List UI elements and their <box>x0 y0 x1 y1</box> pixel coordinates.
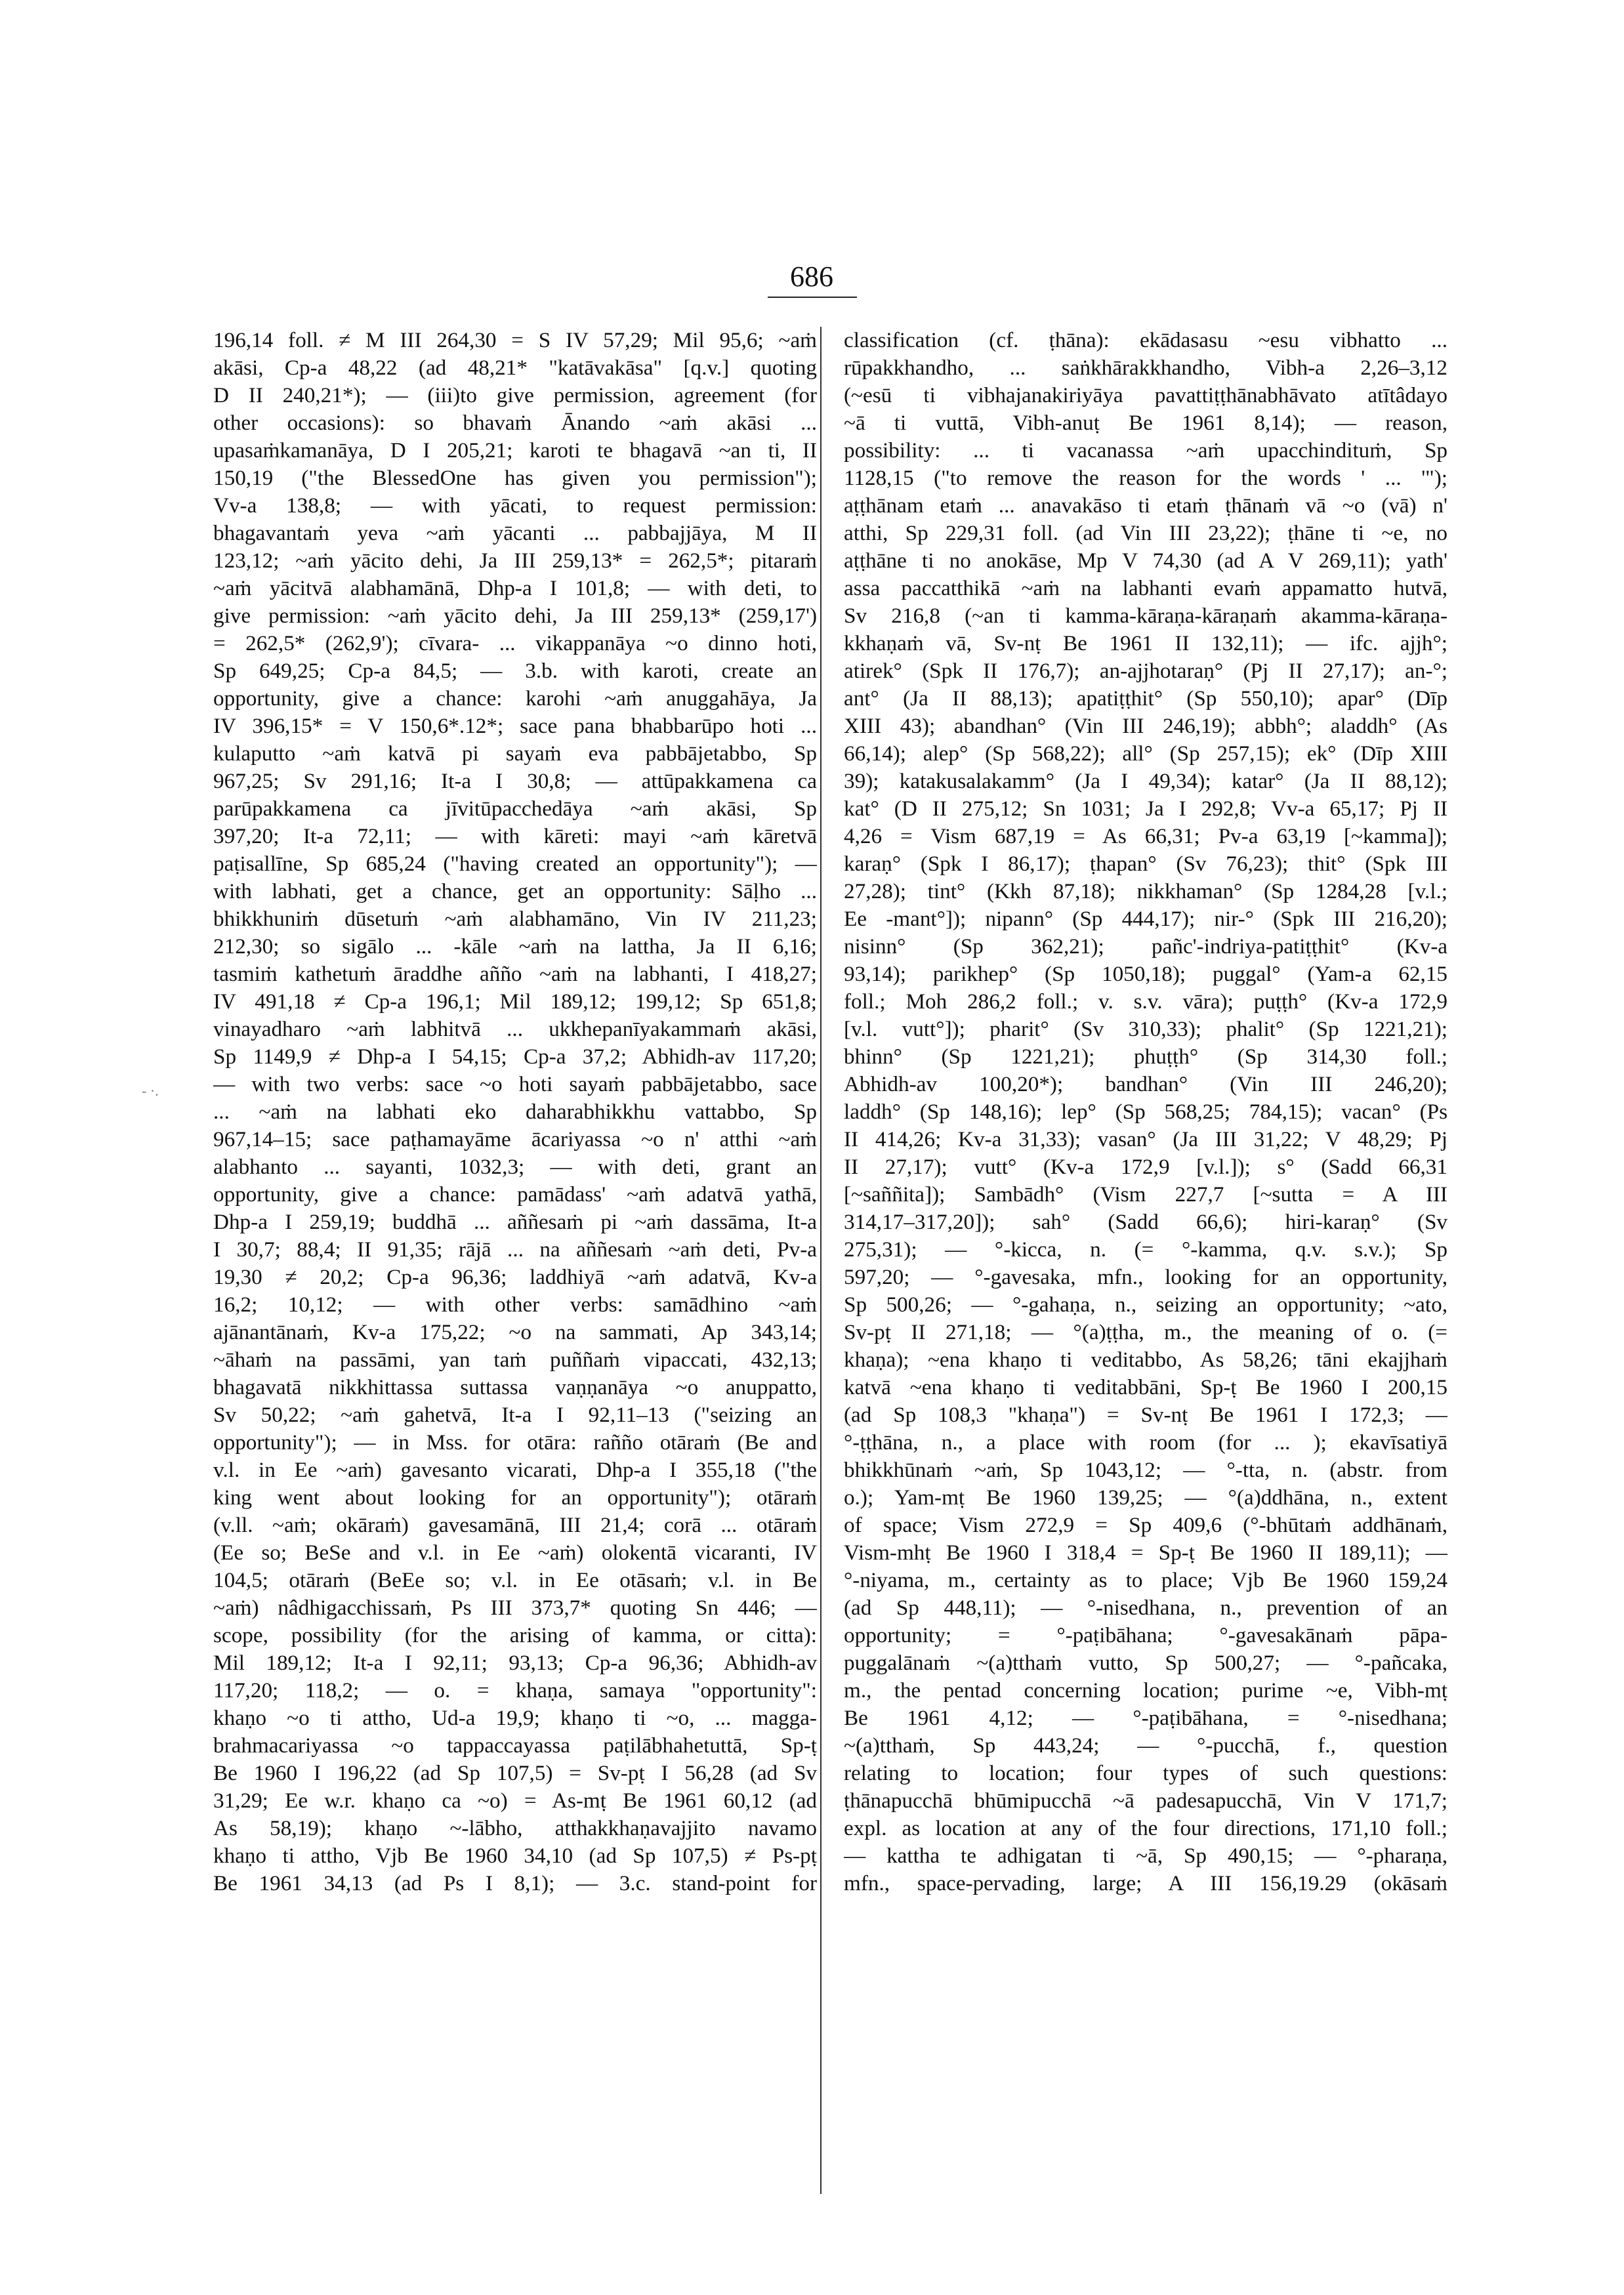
text-line: khaṇa); ~ena khaṇo ti veditabbo, As 58,26; tāni ekajjhaṁ <box>844 1348 1447 1372</box>
text-line: 597,20; — °-gavesaka, mfn., looking for an opportunity, <box>844 1265 1447 1289</box>
text-line: Sp 649,25; Cp-a 84,5; — 3.b. with karoti, create an <box>213 659 817 683</box>
text-line: 16,2; 10,12; — with other verbs: samādhino ~aṁ <box>213 1292 817 1317</box>
text-line: opportunity"); — in Mss. for otāra: rañño otāraṁ (Be and <box>213 1430 817 1455</box>
text-line: puggalānaṁ ~(a)tthaṁ vutto, Sp 500,27; — °-pañcaka, <box>844 1651 1447 1675</box>
text-line: II 27,17); vutt° (Kv-a 172,9 [v.l.]); s° (Sadd 66,31 <box>844 1155 1447 1179</box>
text-line: Sv 50,22; ~aṁ gahetvā, It-a I 92,11–13 ("seizing an <box>213 1403 817 1427</box>
text-line: bhagavatā nikkhittassa suttassa vaṇṇanāya ~o anuppatto, <box>213 1375 817 1399</box>
text-line: (ad Sp 108,3 "khaṇa") = Sv-nṭ Be 1961 I 172,3; — <box>844 1403 1447 1427</box>
text-line: 150,19 ("the BlessedOne has given you permission"); <box>213 466 817 490</box>
text-line: As 58,19); khaṇo ~-lābho, atthakkhaṇavajjito navamo <box>213 1816 817 1840</box>
page-number: 686 <box>790 260 833 293</box>
text-line: possibility: ... ti vacanassa ~aṁ upacchindituṁ, Sp <box>844 438 1447 463</box>
text-line: 967,25; Sv 291,16; It-a I 30,8; — attūpakkamena ca <box>213 769 817 793</box>
text-line: ~(a)tthaṁ, Sp 443,24; — °-pucchā, f., question <box>844 1733 1447 1758</box>
text-line: 4,26 = Vism 687,19 = As 66,31; Pv-a 63,19 [~kamma]); <box>844 824 1447 848</box>
text-line: — kattha te adhigatan ti ~ā, Sp 490,15; — °-pharaṇa, <box>844 1844 1447 1868</box>
text-line: Be 1960 I 196,22 (ad Sp 107,5) = Sv-pṭ I 56,28 (ad Sv <box>213 1761 817 1785</box>
text-line: opportunity; = °-paṭibāhana; °-gavesakānaṁ pāpa- <box>844 1623 1447 1647</box>
text-line: ~aṁ) nâdhigacchissaṁ, Ps III 373,7* quoting Sn 446; — <box>213 1596 817 1620</box>
text-line: (v.ll. ~aṁ; okāraṁ) gavesamānā, III 21,4; corā ... otāraṁ <box>213 1513 817 1537</box>
text-line: Abhidh-av 100,20*); bandhan° (Vin III 246,20); <box>844 1072 1447 1096</box>
text-line: akāsi, Cp-a 48,22 (ad 48,21* "katāvakāsa" [q.v.] quoting <box>213 356 817 380</box>
text-line: bhagavantaṁ yeva ~aṁ yācanti ... pabbajjāya, M II <box>213 521 817 545</box>
text-line: 397,20; It-a 72,11; — with kāreti: mayi ~aṁ kāretvā <box>213 824 817 848</box>
text-line: relating to location; four types of such questions: <box>844 1761 1447 1785</box>
text-line: 117,20; 118,2; — o. = khaṇa, samaya "opportunity": <box>213 1678 817 1703</box>
text-line: Sp 500,26; — °-gahaṇa, n., seizing an opportunity; ~ato, <box>844 1292 1447 1317</box>
text-line: [~saññita]); Sambādh° (Vism 227,7 [~sutta = A III <box>844 1182 1447 1207</box>
header-rule <box>768 297 857 298</box>
text-line: aṭṭhāne ti no anokāse, Mp V 74,30 (ad A V 269,11); yath' <box>844 548 1447 573</box>
text-line: alabhanto ... sayanti, 1032,3; — with deti, grant an <box>213 1155 817 1179</box>
text-line: kat° (D II 275,12; Sn 1031; Ja I 292,8; Vv-a 65,17; Pj II <box>844 796 1447 821</box>
text-line: foll.; Moh 286,2 foll.; v. s.v. vāra); puṭṭh° (Kv-a 172,9 <box>844 989 1447 1014</box>
text-line: (~esū ti vibhajanakiriyāya pavattiṭṭhānabhāvato atītâdayo <box>844 383 1447 407</box>
text-line: give permission: ~aṁ yācito dehi, Ja III 259,13* (259,17') <box>213 604 817 628</box>
text-line: Be 1961 34,13 (ad Ps I 8,1); — 3.c. stand-point for <box>213 1871 817 1895</box>
text-line: 31,29; Ee w.r. khaṇo ca ~o) = As-mṭ Be 1961 60,12 (ad <box>213 1788 817 1813</box>
text-line: 196,14 foll. ≠ M III 264,30 = S IV 57,29; Mil 95,6; ~aṁ <box>213 328 817 352</box>
right-column <box>844 327 1447 1897</box>
text-line: Vv-a 138,8; — with yācati, to request permission: <box>213 493 817 518</box>
text-line: karaṇ° (Spk I 86,17); ṭhapan° (Sv 76,23); thit° (Spk III <box>844 852 1447 876</box>
text-line: tasmiṁ kathetuṁ āraddhe añño ~aṁ na labhanti, I 418,27; <box>213 962 817 986</box>
text-line: Vism-mhṭ Be 1960 I 318,4 = Sp-ṭ Be 1960 II 189,11); — <box>844 1540 1447 1565</box>
text-line: 104,5; otāraṁ (BeEe so; v.l. in Ee otāsaṁ; v.l. in Be <box>213 1568 817 1592</box>
text-line: ~āhaṁ na passāmi, yan taṁ puññaṁ vipaccati, 432,13; <box>213 1348 817 1372</box>
text-line: assa paccatthikā ~aṁ na labhanti evaṁ appamatto hutvā, <box>844 576 1447 600</box>
text-line: ṭhānapucchā bhūmipucchā ~ā padesapucchā, Vin V 171,7; <box>844 1788 1447 1813</box>
text-line: with labhati, get a chance, get an opportunity: Sāḷho ... <box>213 879 817 903</box>
text-line: kkhaṇaṁ vā, Sv-nṭ Be 1961 II 132,11); — ifc. ajjh°; <box>844 631 1447 655</box>
text-line: 314,17–317,20]); sah° (Sadd 66,6); hiri-karaṇ° (Sv <box>844 1210 1447 1234</box>
text-line: °-ṭṭhāna, n., a place with room (for ... ); ekavīsatiyā <box>844 1430 1447 1455</box>
text-line: 212,30; so sigālo ... -kāle ~aṁ na lattha, Ja II 6,16; <box>213 934 817 959</box>
text-line: [v.l. vutt°]); pharit° (Sv 310,33); phalit° (Sp 1221,21); <box>844 1017 1447 1041</box>
text-line: °-niyama, m., certainty as to place; Vjb Be 1960 159,24 <box>844 1568 1447 1592</box>
text-line: vinayadharo ~aṁ labhitvā ... ukkhepanīyakammaṁ akāsi, <box>213 1017 817 1041</box>
text-line: Sv 216,8 (~an ti kamma-kāraṇa-kāraṇaṁ akamma-kāraṇa- <box>844 604 1447 628</box>
text-line: Sv-pṭ II 271,18; — °(a)ṭṭha, m., the meaning of o. (= <box>844 1320 1447 1344</box>
text-line: nisinn° (Sp 362,21); pañc'-indriya-patiṭṭhit° (Kv-a <box>844 934 1447 959</box>
text-line: XIII 43); abandhan° (Vin III 246,19); abbh°; aladdh° (As <box>844 714 1447 738</box>
text-line: 66,14); alep° (Sp 568,22); all° (Sp 257,15); ek° (Dīp XIII <box>844 741 1447 766</box>
text-line: of space; Vism 272,9 = Sp 409,6 (°-bhūtaṁ addhānaṁ, <box>844 1513 1447 1537</box>
text-line: Mil 189,12; It-a I 92,11; 93,13; Cp-a 96,36; Abhidh-av <box>213 1651 817 1675</box>
text-line: D II 240,21*); — (iii)to give permission, agreement (for <box>213 383 817 407</box>
text-line: I 30,7; 88,4; II 91,35; rājā ... na aññesaṁ ~aṁ deti, Pv-a <box>213 1237 817 1262</box>
text-line: other occasions): so bhavaṁ Ānando ~aṁ akāsi ... <box>213 411 817 435</box>
text-line: Ee -mant°]); nipann° (Sp 444,17); nir-° (Spk III 216,20); <box>844 907 1447 931</box>
text-line: ~ā ti vuttā, Vibh-anuṭ Be 1961 8,14); — reason, <box>844 411 1447 435</box>
text-line: v.l. in Ee ~aṁ) gavesanto vicarati, Dhp-a I 355,18 ("the <box>213 1458 817 1482</box>
text-line: II 414,26; Kv-a 31,33); vasan° (Ja III 31,22; V 48,29; Pj <box>844 1127 1447 1151</box>
text-line: 93,14); parikhep° (Sp 1050,18); puggal° (Yam-a 62,15 <box>844 962 1447 986</box>
text-line: (ad Sp 448,11); — °-nisedhana, n., prevention of an <box>844 1596 1447 1620</box>
text-line: — with two verbs: sace ~o hoti sayaṁ pabbājetabbo, sace <box>213 1072 817 1096</box>
text-line: khaṇo ~o ti attho, Ud-a 19,9; khaṇo ti ~o, ... magga- <box>213 1706 817 1730</box>
text-line: king went about looking for an opportunity"); otāraṁ <box>213 1485 817 1510</box>
text-line: atthi, Sp 229,31 foll. (ad Vin III 23,22); ṭhāne ti ~e, no <box>844 521 1447 545</box>
text-line: ~aṁ yācitvā alabhamānā, Dhp-a I 101,8; — with deti, to <box>213 576 817 600</box>
text-line: o.); Yam-mṭ Be 1960 139,25; — °(a)ddhāna, n., extent <box>844 1485 1447 1510</box>
text-line: ... ~aṁ na labhati eko daharabhikkhu vattabbo, Sp <box>213 1100 817 1124</box>
text-line: = 262,5* (262,9'); cīvara- ... vikappanāya ~o dinno hoti, <box>213 631 817 655</box>
text-line: 39); katakusalakamm° (Ja I 49,34); katar° (Ja II 88,12); <box>844 769 1447 793</box>
text-line: m., the pentad concerning location; purime ~e, Vibh-mṭ <box>844 1678 1447 1703</box>
text-line: atirek° (Spk II 176,7); an-ajjhotaraṇ° (Pj II 27,17); an-°; <box>844 659 1447 683</box>
text-line: opportunity, give a chance: pamādass' ~aṁ adatvā yathā, <box>213 1182 817 1207</box>
text-line: IV 491,18 ≠ Cp-a 196,1; Mil 189,12; 199,12; Sp 651,8; <box>213 989 817 1014</box>
text-line: 1128,15 ("to remove the reason for the words ' ... '"); <box>844 466 1447 490</box>
text-line: scope, possibility (for the arising of kamma, or citta): <box>213 1623 817 1647</box>
margin-mark: - ·. <box>142 1083 159 1099</box>
text-line: expl. as location at any of the four directions, 171,10 foll.; <box>844 1816 1447 1840</box>
text-line: upasaṁkamanāya, D I 205,21; karoti te bhagavā ~an ti, II <box>213 438 817 463</box>
text-line: khaṇo ti attho, Vjb Be 1960 34,10 (ad Sp 107,5) ≠ Ps-pṭ <box>213 1844 817 1868</box>
text-line: 19,30 ≠ 20,2; Cp-a 96,36; laddhiyā ~aṁ adatvā, Kv-a <box>213 1265 817 1289</box>
text-line: opportunity, give a chance: karohi ~aṁ anuggahāya, Ja <box>213 686 817 711</box>
text-line: Be 1961 4,12; — °-paṭibāhana, = °-nisedhana; <box>844 1706 1447 1730</box>
text-line: 123,12; ~aṁ yācito dehi, Ja III 259,13* = 262,5*; pitaraṁ <box>213 548 817 573</box>
text-line: paṭisallīne, Sp 685,24 ("having created an opportunity"); — <box>213 852 817 876</box>
text-line: bhikkhuniṁ dūsetuṁ ~aṁ alabhamāno, Vin IV 211,23; <box>213 907 817 931</box>
left-column <box>213 327 817 1897</box>
column-divider <box>820 327 822 2194</box>
text-line: Sp 1149,9 ≠ Dhp-a I 54,15; Cp-a 37,2; Abhidh-av 117,20; <box>213 1044 817 1069</box>
text-line: aṭṭhānam etaṁ ... anavakāso ti etaṁ ṭhānaṁ vā ~o (vā) n' <box>844 493 1447 518</box>
text-line: ajānantānaṁ, Kv-a 175,22; ~o na sammati, Ap 343,14; <box>213 1320 817 1344</box>
text-line: kulaputto ~aṁ katvā pi sayaṁ eva pabbājetabbo, Sp <box>213 741 817 766</box>
text-line: parūpakkamena ca jīvitūpacchedāya ~aṁ akāsi, Sp <box>213 796 817 821</box>
text-line: mfn., space-pervading, large; A III 156,19.29 (okāsaṁ <box>844 1871 1447 1895</box>
text-line: 967,14–15; sace paṭhamayāme ācariyassa ~o n' atthi ~aṁ <box>213 1127 817 1151</box>
text-line: ant° (Ja II 88,13); apatiṭṭhit° (Sp 550,10); apar° (Dīp <box>844 686 1447 711</box>
text-line: IV 396,15* = V 150,6*.12*; sace pana bhabbarūpo hoti ... <box>213 714 817 738</box>
text-line: 27,28); tint° (Kkh 87,18); nikkhaman° (Sp 1284,28 [v.l.; <box>844 879 1447 903</box>
text-line: laddh° (Sp 148,16); lep° (Sp 568,25; 784,15); vacan° (Ps <box>844 1100 1447 1124</box>
text-line: brahmacariyassa ~o tappaccayassa paṭilābhahetuttā, Sp-ṭ <box>213 1733 817 1758</box>
text-line: bhinn° (Sp 1221,21); phuṭṭh° (Sp 314,30 foll.; <box>844 1044 1447 1069</box>
text-line: Dhp-a I 259,19; buddhā ... aññesaṁ pi ~aṁ dassāma, It-a <box>213 1210 817 1234</box>
text-line: rūpakkhandho, ... saṅkhārakkhandho, Vibh-a 2,26–3,12 <box>844 356 1447 380</box>
text-line: bhikkhūnaṁ ~aṁ, Sp 1043,12; — °-tta, n. (abstr. from <box>844 1458 1447 1482</box>
text-line: 275,31); — °-kicca, n. (= °-kamma, q.v. s.v.); Sp <box>844 1237 1447 1262</box>
text-line: (Ee so; BeSe and v.l. in Ee ~aṁ) olokentā vicaranti, IV <box>213 1540 817 1565</box>
text-line: classification (cf. ṭhāna): ekādasasu ~esu vibhatto ... <box>844 328 1447 352</box>
text-line: katvā ~ena khaṇo ti veditabbāni, Sp-ṭ Be 1960 I 200,15 <box>844 1375 1447 1399</box>
